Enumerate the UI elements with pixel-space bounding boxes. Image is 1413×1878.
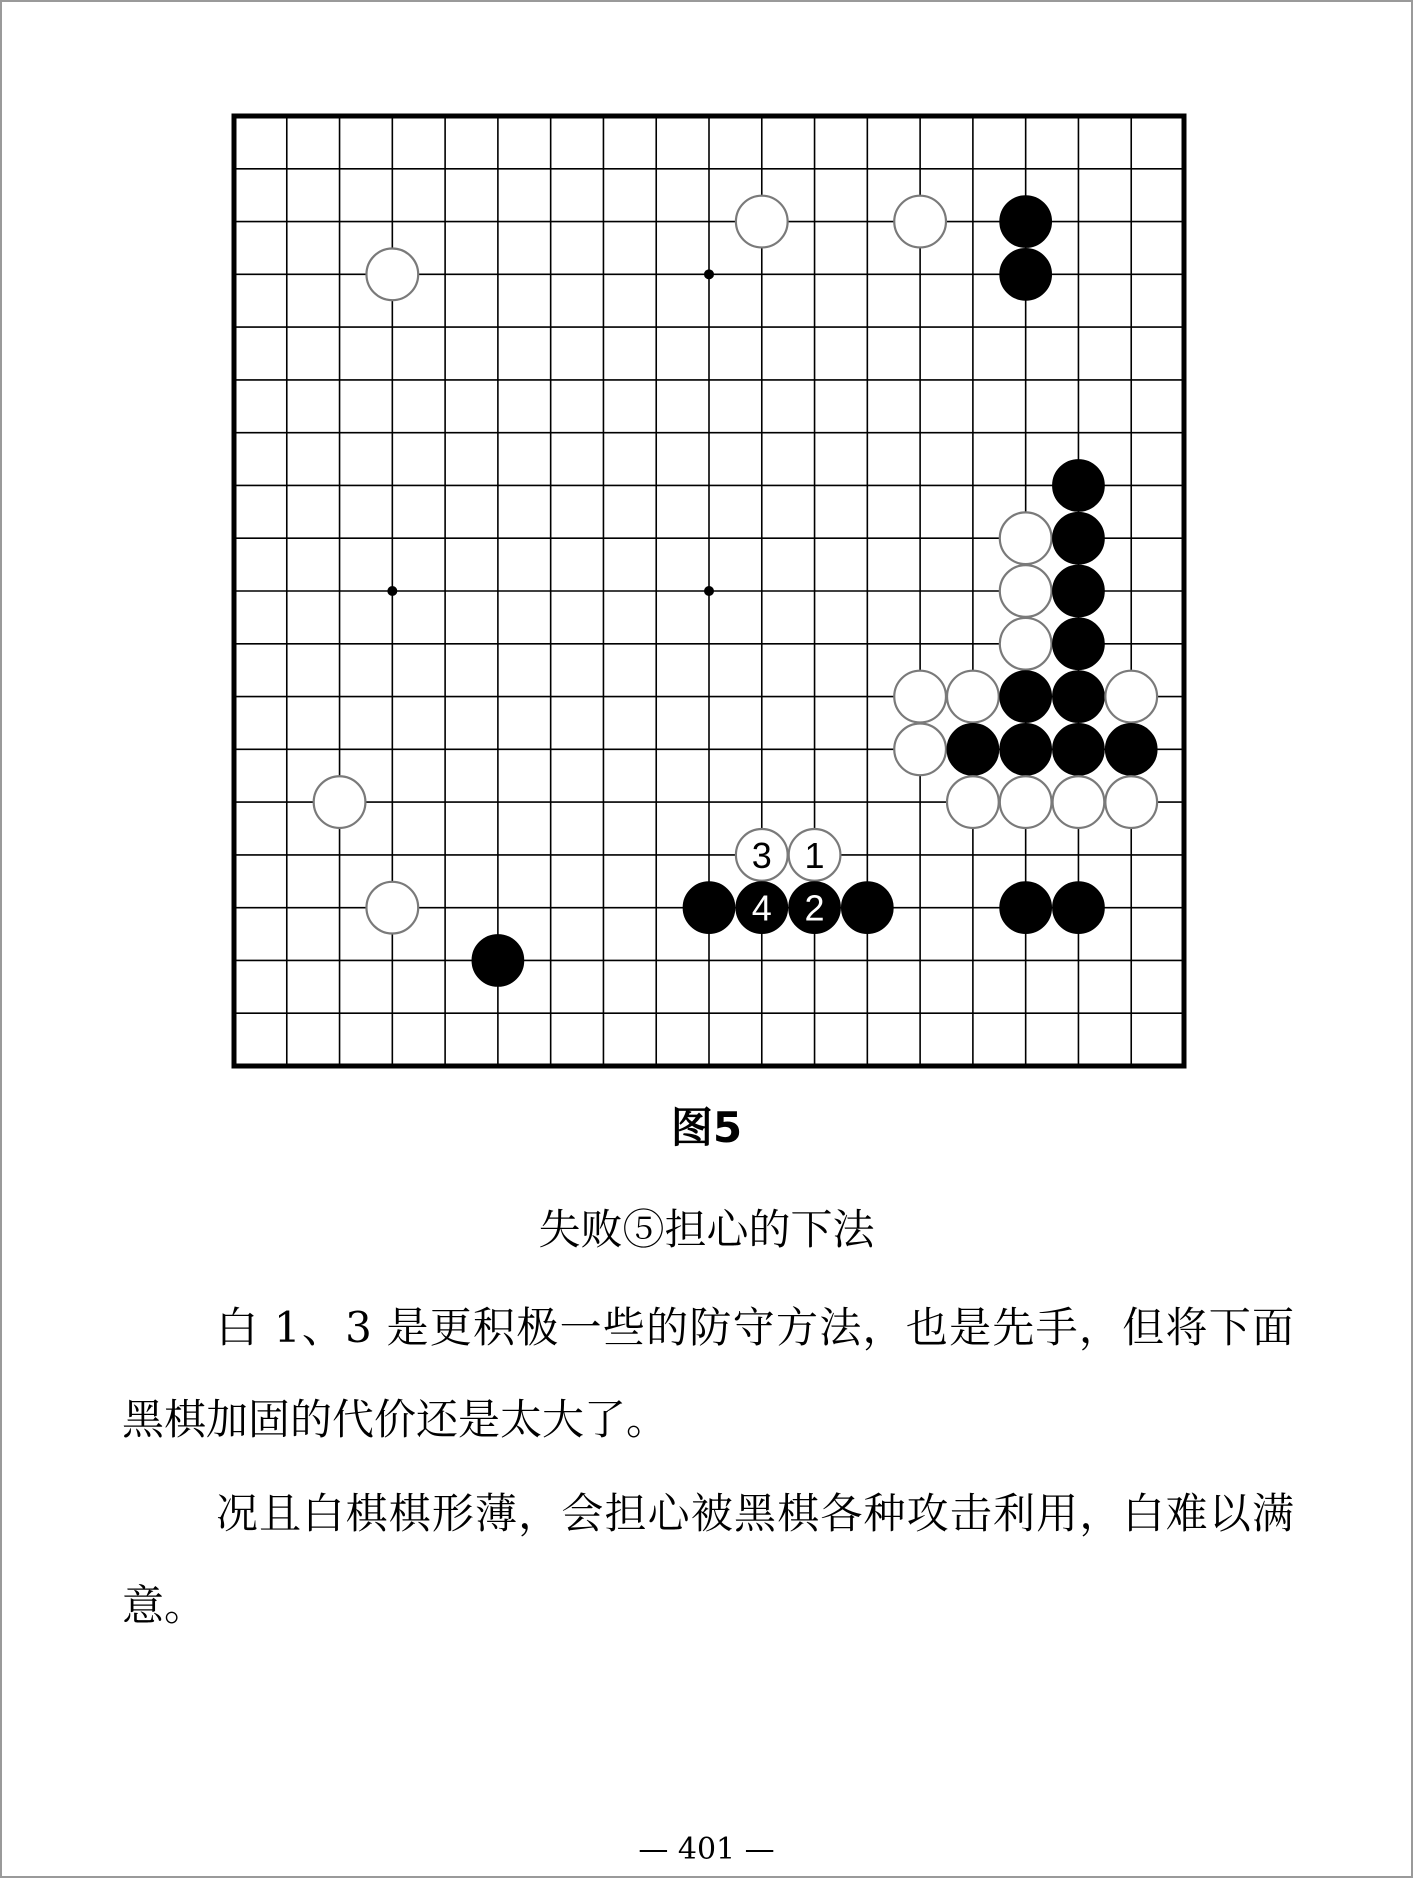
black-stone bbox=[947, 723, 999, 775]
black-stone bbox=[1000, 671, 1052, 723]
white-stone bbox=[894, 723, 946, 775]
white-stone bbox=[1000, 618, 1052, 670]
black-stone bbox=[1000, 723, 1052, 775]
go-board-diagram bbox=[230, 112, 1188, 1070]
section-title: 失败⑤担心的下法 bbox=[538, 1205, 875, 1254]
black-stone bbox=[683, 882, 735, 934]
white-stone bbox=[1000, 776, 1052, 828]
paragraph-2: 况且白棋棋形薄，会担心被黑棋各种攻击利用，白难以满意。 bbox=[122, 1489, 1294, 1630]
black-stone bbox=[1000, 882, 1052, 934]
black-stone bbox=[841, 882, 893, 934]
black-stone bbox=[1105, 723, 1157, 775]
white-stone bbox=[366, 882, 418, 934]
white-stone bbox=[1000, 512, 1052, 564]
black-stone bbox=[1053, 512, 1105, 564]
white-stone bbox=[1105, 671, 1157, 723]
white-stone bbox=[947, 776, 999, 828]
black-stone bbox=[1053, 671, 1105, 723]
paragraph-1: 白 1、3 是更积极一些的防守方法，也是先手，但将下面黑棋加固的代价还是太大了。 bbox=[122, 1303, 1294, 1444]
black-stone bbox=[1000, 196, 1052, 248]
figure-caption: 图5 bbox=[670, 1103, 743, 1152]
white-stone bbox=[1000, 565, 1052, 617]
black-stone bbox=[1053, 723, 1105, 775]
white-stone bbox=[366, 248, 418, 300]
white-stone bbox=[947, 671, 999, 723]
move-number-label: 4 bbox=[751, 887, 772, 929]
star-point bbox=[704, 269, 714, 279]
page-number: — 401 — bbox=[638, 1832, 775, 1867]
white-stone bbox=[1053, 776, 1105, 828]
move-number-label: 1 bbox=[804, 834, 825, 876]
white-stone bbox=[736, 196, 788, 248]
white-stone bbox=[1105, 776, 1157, 828]
white-stone bbox=[894, 196, 946, 248]
black-stone bbox=[1053, 460, 1105, 512]
black-stone bbox=[1053, 882, 1105, 934]
star-point bbox=[704, 586, 714, 596]
black-stone bbox=[1053, 565, 1105, 617]
black-stone bbox=[1000, 248, 1052, 300]
black-stone bbox=[472, 935, 524, 987]
white-stone bbox=[314, 776, 366, 828]
black-stone bbox=[1053, 618, 1105, 670]
star-point bbox=[387, 586, 397, 596]
move-number-label: 2 bbox=[804, 887, 825, 929]
white-stone bbox=[894, 671, 946, 723]
move-number-label: 3 bbox=[751, 834, 772, 876]
